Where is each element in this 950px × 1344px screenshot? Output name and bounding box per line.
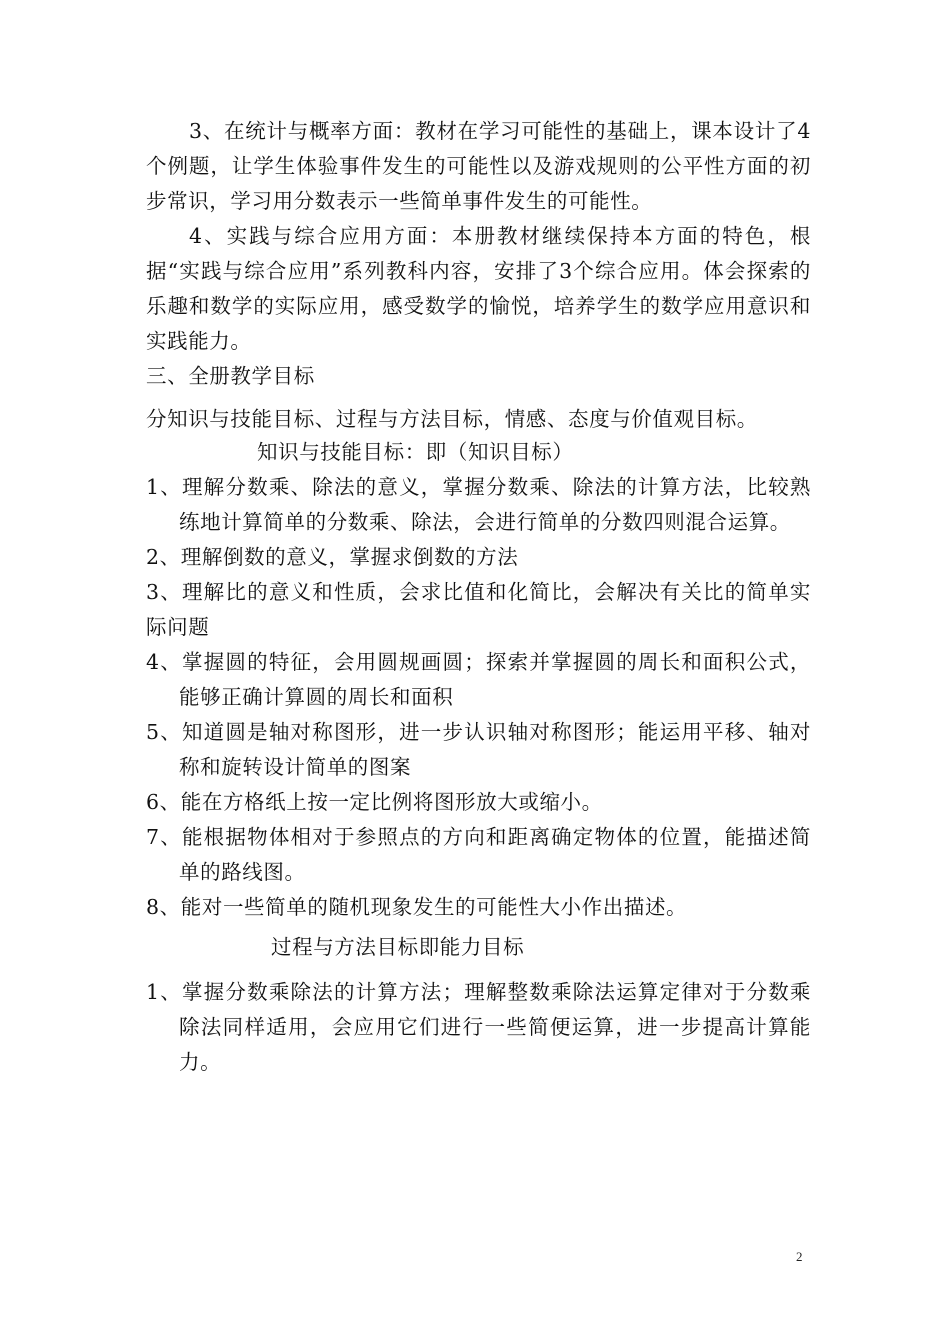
knowledge-item-3: 3、理解比的意义和性质，会求比值和化简比，会解决有关比的简单实际问题 (146, 580, 811, 639)
knowledge-item-5: 5、知道圆是轴对称图形，进一步认识轴对称图形；能运用平移、轴对称和旋转设计简单的图案 (146, 720, 811, 779)
knowledge-item-6: 6、能在方格纸上按一定比例将图形放大或缩小。 (146, 790, 603, 814)
paragraph-practice: 4、实践与综合应用方面：本册教材继续保持本方面的特色，根据“实践与综合应用”系列教科内容，安排了3个综合应用。体会探索的乐趣和数学的实际应用，感受数学的愉悦，培养学生的数学应用意识和实践能力。 (146, 224, 811, 353)
knowledge-item-7: 7、能根据物体相对于参照点的方向和距离确定物体的位置，能描述简单的路线图。 (146, 825, 811, 884)
section-intro: 分知识与技能目标、过程与方法目标，情感、态度与价值观目标。 (146, 407, 758, 431)
document-body (146, 114, 811, 1080)
paragraph-statistics: 3、在统计与概率方面：教材在学习可能性的基础上，课本设计了4个例题，让学生体验事件发生的可能性以及游戏规则的公平性方面的初步常识，学习用分数表示一些简单事件发生的可能性。 (146, 119, 811, 213)
process-heading: 过程与方法目标即能力目标 (271, 935, 525, 959)
knowledge-heading: 知识与技能目标：即（知识目标） (257, 440, 574, 464)
section-title: 三、全册教学目标 (146, 364, 315, 388)
page-number: 2 (796, 1249, 803, 1264)
knowledge-item-4: 4、掌握圆的特征，会用圆规画圆；探索并掌握圆的周长和面积公式，能够正确计算圆的周长和面积 (146, 650, 811, 709)
knowledge-item-1: 1、理解分数乘、除法的意义，掌握分数乘、除法的计算方法，比较熟练地计算简单的分数乘、除法，会进行简单的分数四则混合运算。 (146, 475, 811, 534)
knowledge-item-8: 8、能对一些简单的随机现象发生的可能性大小作出描述。 (146, 895, 688, 919)
knowledge-item-2: 2、理解倒数的意义，掌握求倒数的方法 (146, 545, 519, 569)
process-item-1: 1、掌握分数乘除法的计算方法；理解整数乘除法运算定律对于分数乘除法同样适用，会应用它们进行一些简便运算，进一步提高计算能力。 (146, 980, 811, 1074)
